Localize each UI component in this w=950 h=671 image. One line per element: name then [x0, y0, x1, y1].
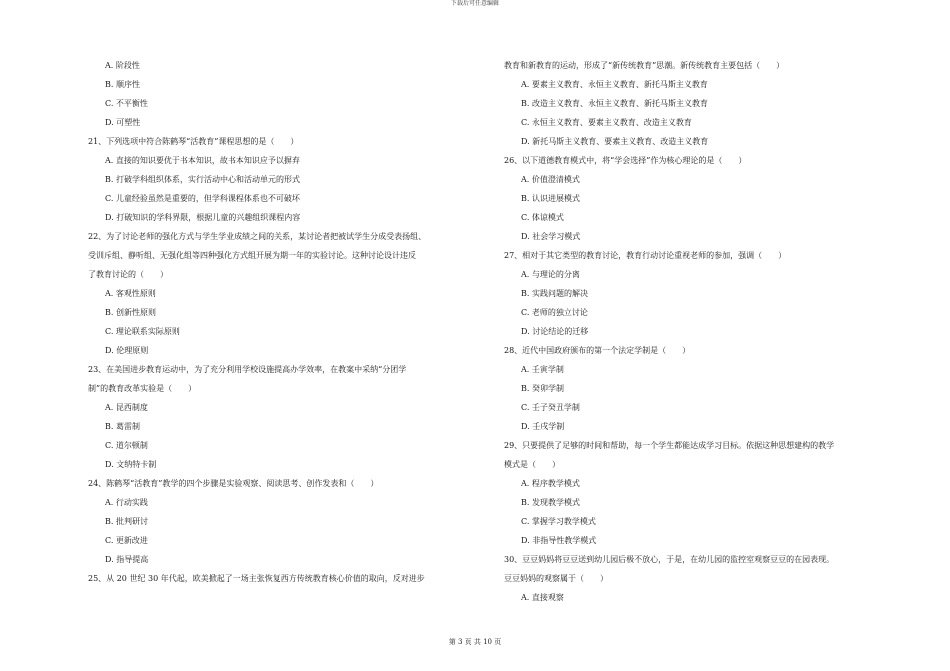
answer-option: C. 更新改进: [105, 536, 148, 545]
question-continuation: 教育和新教育的运动，形成了“新传统教育”思潮。新传统教育主要包括（ ）: [504, 61, 785, 70]
question-stem: 29、只要提供了足够的时间和帮助，每一个学生都能达成学习目标。依据这种思想建构的教学: [504, 441, 835, 450]
answer-option: C. 掌握学习教学模式: [521, 517, 596, 526]
answer-option: D. 伦理原则: [105, 346, 149, 355]
answer-option: A. 要素主义教育、永恒主义教育、新托马斯主义教育: [521, 80, 708, 89]
answer-option: D. 新托马斯主义教育、要素主义教育、改造主义教育: [521, 137, 709, 146]
answer-option: D. 打破知识的学科界限，根据儿童的兴趣组织课程内容: [105, 213, 301, 222]
answer-option: B. 改造主义教育、永恒主义教育、新托马斯主义教育: [521, 99, 708, 108]
answer-option: C. 儿童经验虽然是重要的，但学科课程体系也不可破坏: [105, 194, 300, 203]
answer-option: B. 顺序性: [105, 80, 140, 89]
question-continuation: 模式是（ ）: [504, 460, 560, 469]
answer-option: D. 指导提高: [105, 555, 149, 564]
answer-option: D. 可塑性: [105, 118, 141, 127]
answer-option: B. 癸卯学制: [521, 384, 564, 393]
answer-option: C. 道尔顿制: [105, 441, 148, 450]
left-column: [88, 56, 488, 588]
question-continuation: 制”的教育改革实验是（ ）: [88, 384, 197, 393]
answer-option: D. 社会学习模式: [521, 232, 581, 241]
answer-option: D. 壬戌学制: [521, 422, 565, 431]
answer-option: D. 非指导性教学模式: [521, 536, 597, 545]
answer-option: A. 直接观察: [521, 593, 564, 602]
question-stem: 30、豆豆妈妈将豆豆送到幼儿园后极不放心，于是，在幼儿园的监控室观察豆豆的在园表现。: [504, 555, 835, 564]
question-stem: 22、为了讨论老师的强化方式与学生学业成绩之间的关系，某讨论者把被试学生分成受表扬组、: [88, 232, 427, 241]
answer-option: B. 认识进展模式: [521, 194, 580, 203]
answer-option: A. 阶段性: [105, 61, 140, 70]
right-column: [504, 56, 904, 607]
page-number: 第 3 页 共 10 页: [448, 638, 502, 646]
answer-option: A. 行动实践: [105, 498, 148, 507]
question-stem: 21、下列选项中符合陈鹤琴“活教育”课程思想的是（ ）: [88, 137, 299, 146]
answer-option: C. 不平衡性: [105, 99, 148, 108]
question-continuation: 了教育讨论的（ ）: [88, 270, 168, 279]
answer-option: B. 实践问题的解决: [521, 289, 588, 298]
page-header: 下载后可任意编辑: [450, 0, 499, 7]
answer-option: B. 批判研讨: [105, 517, 148, 526]
answer-option: A. 程序教学模式: [521, 479, 580, 488]
answer-option: A. 直接的知识要优于书本知识，故书本知识应予以摒弃: [105, 156, 300, 165]
question-stem: 28、近代中国政府颁布的第一个法定学制是（ ）: [504, 346, 691, 355]
answer-option: B. 葛雷制: [105, 422, 140, 431]
question-stem: 25、从 20 世纪 30 年代起，欧美掀起了一场主张恢复西方传统教育核心价值的取向，反对进步: [88, 574, 425, 583]
answer-option: C. 理论联系实际原则: [105, 327, 180, 336]
answer-option: B. 发现教学模式: [521, 498, 580, 507]
answer-option: B. 打破学科组织体系，实行活动中心和活动单元的形式: [105, 175, 300, 184]
answer-option: C. 永恒主义教育、要素主义教育、改造主义教育: [521, 118, 692, 127]
answer-option: D. 文纳特卡制: [105, 460, 157, 469]
answer-option: A. 价值澄清模式: [521, 175, 580, 184]
answer-option: A. 壬寅学制: [521, 365, 564, 374]
question-stem: 26、以下道德教育模式中，将“学会选择”作为核心理论的是（ ）: [504, 156, 747, 165]
question-stem: 24、陈鹤琴“活教育”教学的四个步骤是实验观察、阅读思考、创作发表和（ ）: [88, 479, 379, 488]
answer-option: A. 与理论的分离: [521, 270, 580, 279]
question-stem: 23、在美国进步教育运动中，为了充分利用学校设施提高办学效率，在教案中采纳“分团学: [88, 365, 407, 374]
answer-option: C. 体谅模式: [521, 213, 564, 222]
question-continuation: 豆豆妈妈的观察属于（ ）: [504, 574, 608, 583]
answer-option: D. 讨论结论的迁移: [521, 327, 589, 336]
answer-option: C. 老师的独立讨论: [521, 308, 588, 317]
answer-option: C. 壬子癸丑学制: [521, 403, 580, 412]
question-stem: 27、相对于其它类型的教育讨论，教育行动讨论重视老师的参加，强调（ ）: [504, 251, 787, 260]
answer-option: A. 客观性原则: [105, 289, 156, 298]
question-continuation: 受训斥组、静听组、无强化组等四种强化方式组开展为期一年的实验讨论。这种讨论设计违反: [88, 251, 416, 260]
answer-option: A. 昆西制度: [105, 403, 148, 412]
answer-option: B. 创新性原则: [105, 308, 156, 317]
